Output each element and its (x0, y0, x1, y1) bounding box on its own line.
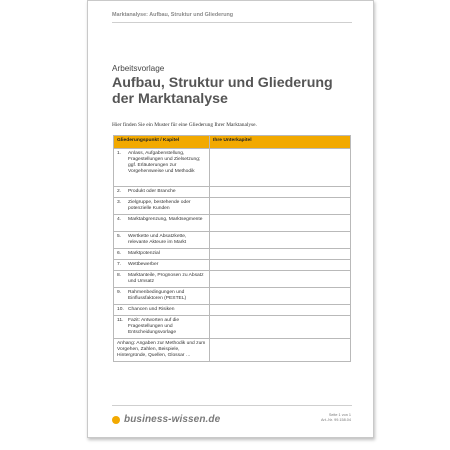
intro-text: Hier finden Sie ein Muster für eine Gliederung Ihrer Marktanalyse. (112, 122, 257, 128)
table-row (114, 260, 351, 271)
footer-meta (321, 413, 351, 423)
table-row (114, 271, 351, 288)
document-kicker: Arbeitsvorlage (112, 64, 165, 73)
table-row (114, 215, 351, 232)
table-row (114, 149, 351, 187)
chapter-cell (114, 215, 210, 232)
chapter-number: 1. (117, 151, 122, 156)
chapter-title: Wertkette und Absatzkette, relevante Akteure im Markt (128, 234, 187, 245)
chapter-title: Anlass, Aufgabenstellung, Fragestellungen und Zielsetzung; ggf. Erläuterungen zur Vorgehensweise und Methodik (128, 151, 201, 174)
brand-logo (112, 414, 220, 425)
chapter-cell (114, 260, 210, 271)
appendix-cell (114, 339, 210, 362)
chapter-cell (114, 316, 210, 339)
chapter-cell (114, 149, 210, 187)
subchapter-cell[interactable] (210, 305, 351, 316)
table-row (114, 187, 351, 198)
table-row (114, 232, 351, 249)
chapter-number: 2. (117, 189, 122, 194)
table-row (114, 305, 351, 316)
chapter-title: Marktabgrenzung, Marktsegmente (128, 217, 203, 222)
chapter-title: Wettbewerber (128, 262, 159, 267)
table-row-appendix (114, 339, 351, 362)
chapter-number: 6. (117, 251, 122, 256)
chapter-number: 4. (117, 217, 122, 222)
appendix-text: Anhang: Angaben zur Methodik und zum Vorgehen, Zahlen, Beispiele, Hintergründe, Quellen, Glossar … (117, 341, 206, 358)
table-row (114, 249, 351, 260)
table-header-row (114, 136, 351, 149)
column-header-subchapters: Ihre Unterkapitel (210, 136, 351, 149)
footer-divider (112, 405, 352, 406)
chapter-title: Fazit: Antworten auf die Fragestellungen und Entscheidungsvorlage (128, 318, 180, 335)
chapter-number: 10. (117, 307, 124, 312)
article-number: Art.-Nr. 99.158.04 (321, 418, 351, 422)
chapter-cell (114, 232, 210, 249)
chapter-cell (114, 305, 210, 316)
chapter-number: 9. (117, 290, 122, 295)
column-header-chapter: Gliederungspunkt / Kapitel (114, 136, 210, 149)
chapter-number: 5. (117, 234, 122, 239)
table-row (114, 316, 351, 339)
chapter-title: Marktanteile, Prognosen zu Absatz und Umsatz (128, 273, 204, 284)
subchapter-cell[interactable] (210, 232, 351, 249)
chapter-title: Rahmenbedingungen und Einflussfaktoren (PESTEL) (128, 290, 187, 301)
brand-name: business-wissen.de (124, 414, 221, 425)
chapter-number: 11. (117, 318, 124, 323)
chapter-number: 8. (117, 273, 122, 278)
chapter-title: Zielgruppe, bestehende oder potenzielle Kunden (128, 200, 191, 211)
subchapter-cell[interactable] (210, 198, 351, 215)
brand-dot-icon (112, 416, 120, 424)
subchapter-cell[interactable] (210, 339, 351, 362)
chapter-cell (114, 271, 210, 288)
subchapter-cell[interactable] (210, 249, 351, 260)
page-number: Seite 1 von 1 (328, 413, 351, 417)
document-page (87, 0, 374, 438)
chapter-cell (114, 198, 210, 215)
chapter-number: 7. (117, 262, 122, 267)
subchapter-cell[interactable] (210, 215, 351, 232)
outline-table (113, 135, 351, 362)
chapter-title: Marktpotenzial (128, 251, 160, 256)
subchapter-cell[interactable] (210, 260, 351, 271)
chapter-cell (114, 288, 210, 305)
subchapter-cell[interactable] (210, 187, 351, 198)
chapter-cell (114, 249, 210, 260)
table-row (114, 198, 351, 215)
table-row (114, 288, 351, 305)
document-title: Aufbau, Struktur und Gliederung der Marktanalyse (112, 75, 333, 107)
subchapter-cell[interactable] (210, 288, 351, 305)
chapter-title: Produkt oder Branche (128, 189, 176, 194)
subchapter-cell[interactable] (210, 316, 351, 339)
chapter-cell (114, 187, 210, 198)
chapter-number: 3. (117, 200, 122, 205)
subchapter-cell[interactable] (210, 149, 351, 187)
running-header: Marktanalyse: Aufbau, Struktur und Gliederung (112, 12, 234, 18)
header-divider (112, 22, 352, 23)
chapter-title: Chancen und Risiken (128, 307, 175, 312)
subchapter-cell[interactable] (210, 271, 351, 288)
